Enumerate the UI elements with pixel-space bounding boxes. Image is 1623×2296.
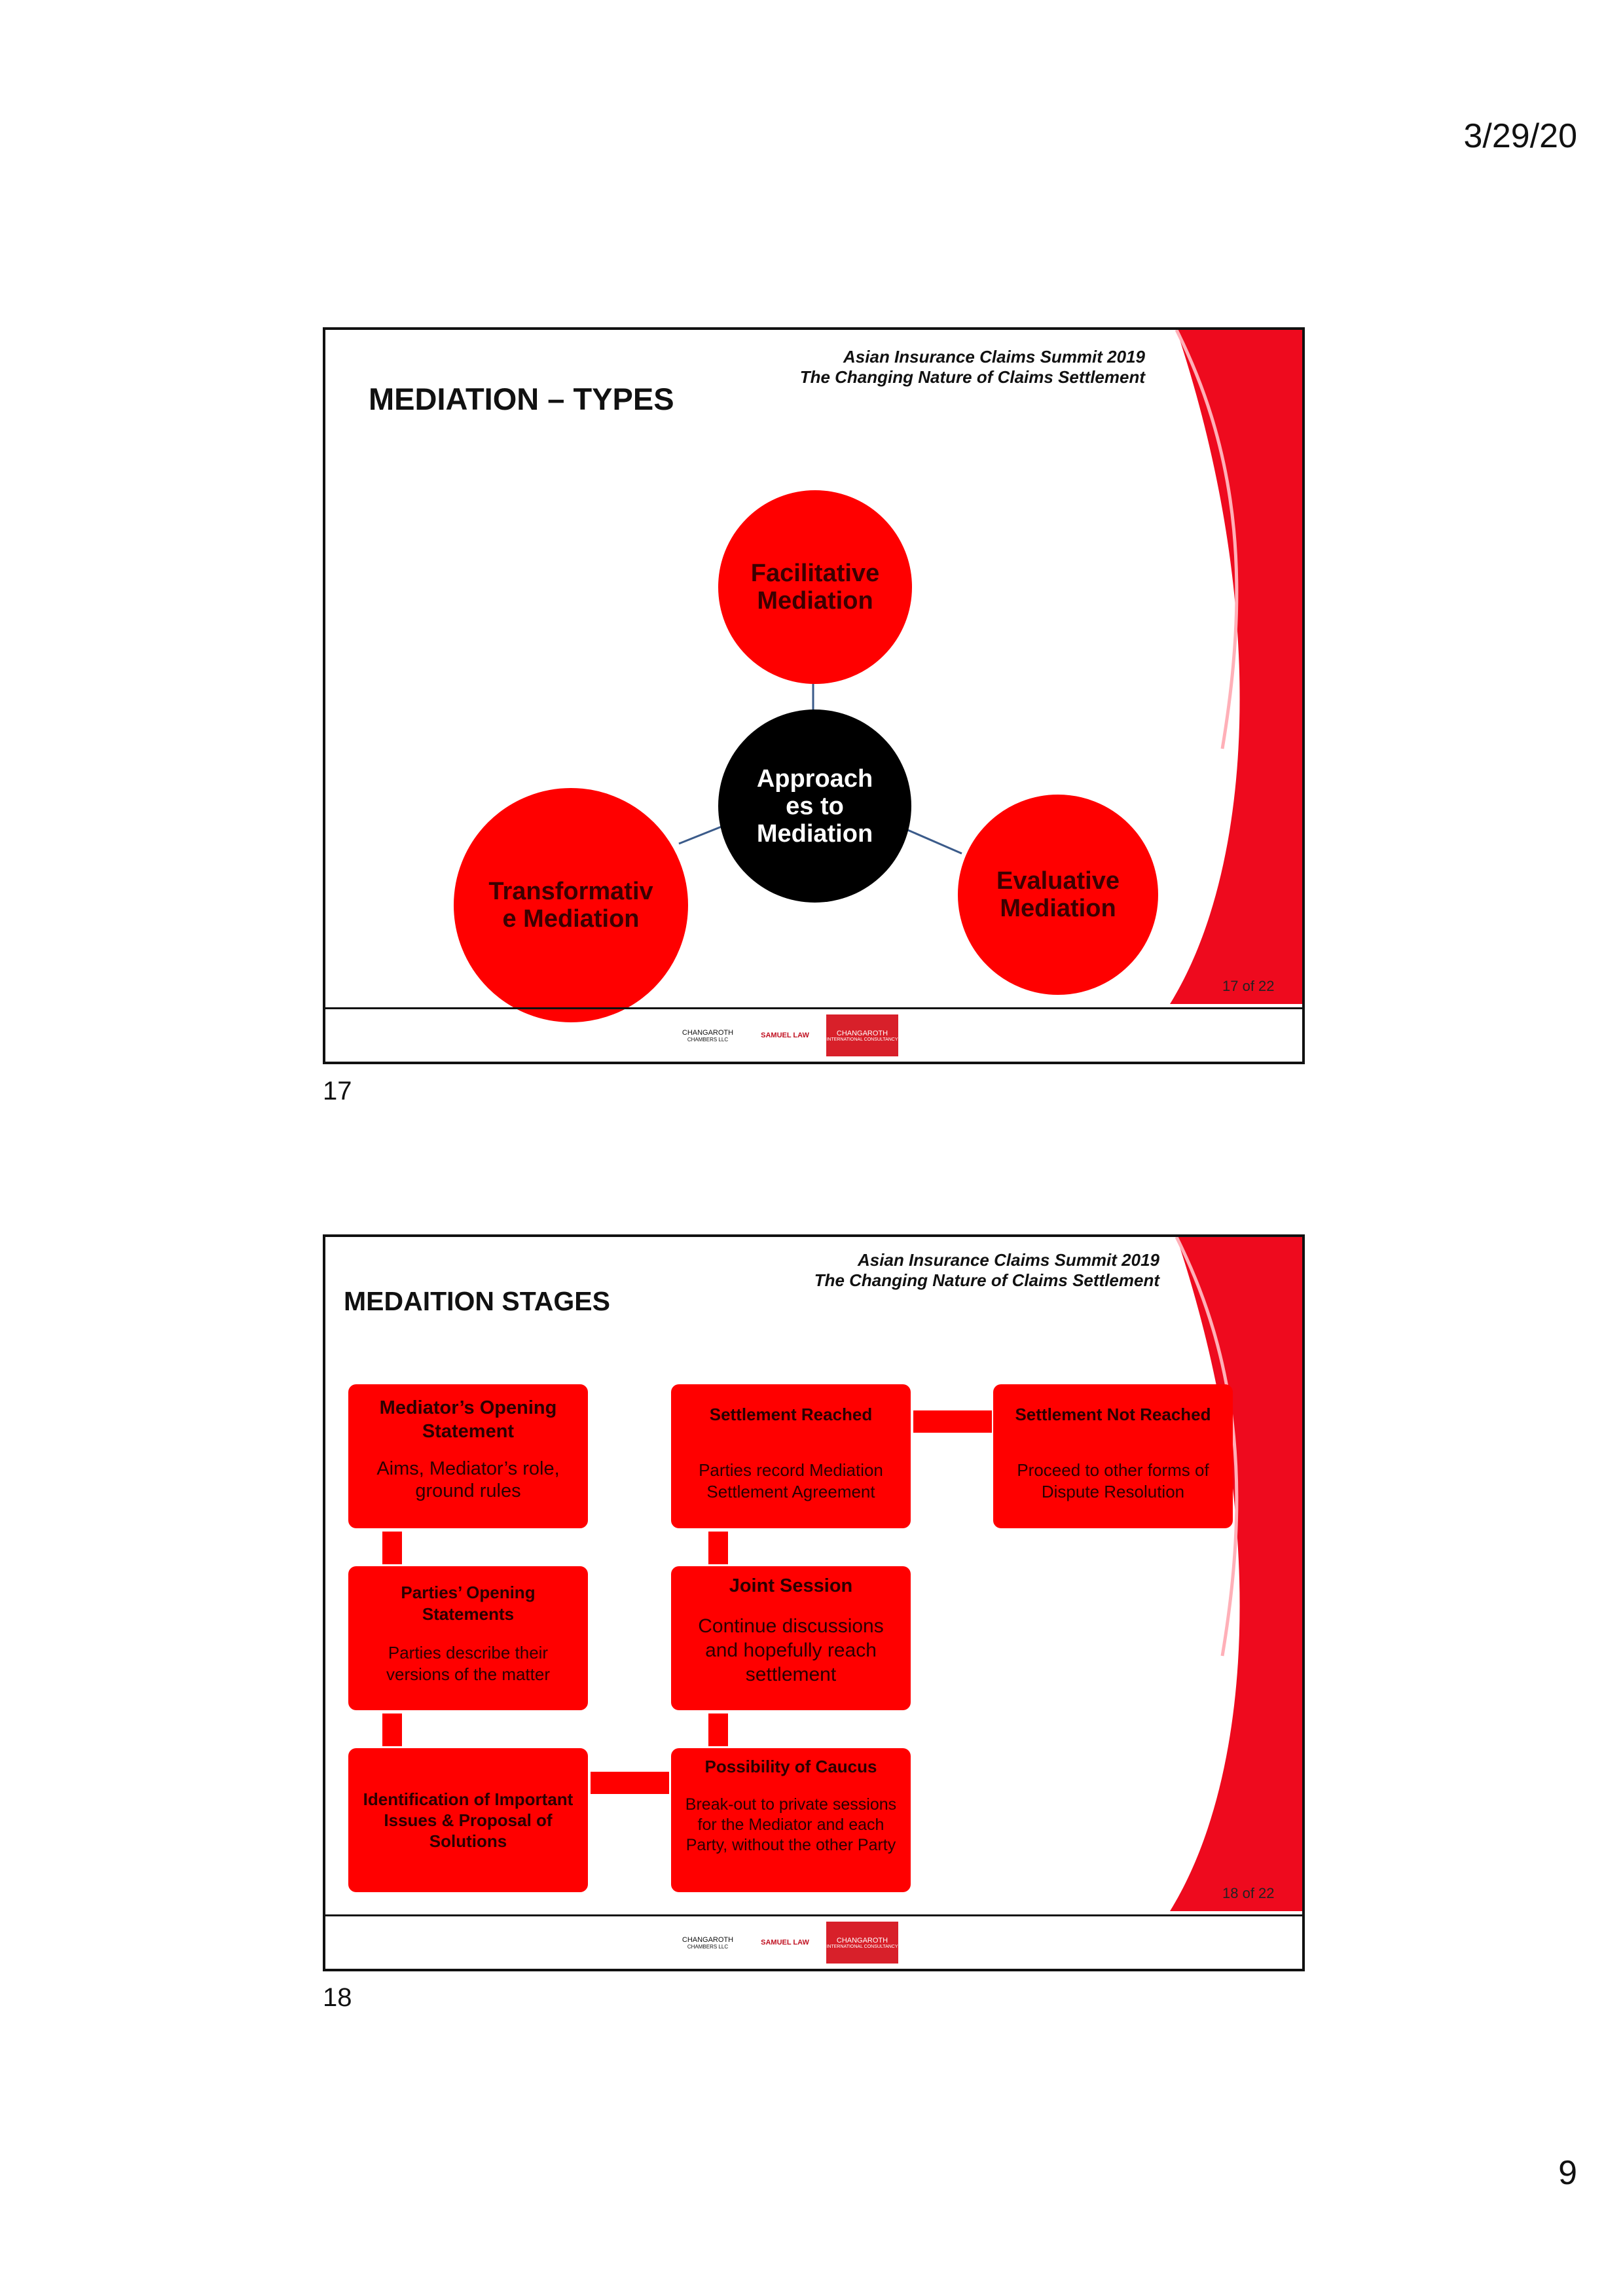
page-number: 9	[1558, 2154, 1577, 2192]
stage-parties-opening-statements	[348, 1566, 588, 1710]
stage-title: Identification of Important Issues & Proposal of Solutions	[363, 1789, 574, 1851]
summit-subtitle: The Changing Nature of Claims Settlement	[799, 367, 1145, 387]
stage-description: Proceed to other forms of Dispute Resolution	[1017, 1460, 1209, 1501]
changaroth-chambers-logo	[672, 1014, 744, 1056]
stage-title: Mediator’s Opening Statement	[379, 1397, 557, 1442]
samuel-law-logo	[749, 1014, 821, 1056]
transformative-mediation-circle	[454, 788, 688, 1022]
connector	[382, 1532, 402, 1564]
summit-header	[814, 1250, 1159, 1291]
slide-title: MEDIATION – TYPES	[369, 382, 674, 416]
slide-number-18: 18	[323, 1983, 352, 2012]
stage-title: Possibility of Caucus	[704, 1757, 877, 1776]
approaches-center-circle	[718, 709, 911, 903]
stage-settlement-reached	[671, 1384, 911, 1528]
summit-name: Asian Insurance Claims Summit 2019	[843, 347, 1145, 367]
changaroth-consultancy-logo	[826, 1014, 898, 1056]
logo-subtext: INTERNATIONAL CONSULTANCY	[826, 1944, 898, 1949]
stage-description: Break-out to private sessions for the Mediator and each Party, without the other Party	[685, 1795, 897, 1854]
stage-possibility-of-caucus	[671, 1748, 911, 1892]
footer-logos	[669, 1922, 901, 1964]
page-date: 3/29/20	[1463, 117, 1577, 155]
stage-title: Settlement Reached	[709, 1405, 873, 1424]
logo-text: CHANGAROTH	[682, 1935, 734, 1944]
stage-description: Parties record Mediation Settlement Agreement	[699, 1460, 883, 1501]
approaches-label: Approach es to Mediation	[756, 764, 873, 848]
connector	[591, 1772, 669, 1794]
stage-title: Joint Session	[729, 1575, 853, 1596]
stage-title: Parties’ Opening Statements	[401, 1583, 536, 1624]
summit-header	[800, 347, 1145, 387]
footer-divider	[325, 1007, 1302, 1009]
changaroth-consultancy-logo	[826, 1922, 898, 1964]
evaluative-mediation-label: Evaluative Mediation	[996, 867, 1120, 922]
slide-counter: 17 of 22	[1222, 978, 1275, 994]
logo-text: CHANGAROTH	[682, 1028, 734, 1037]
logo-subtext: INTERNATIONAL CONSULTANCY	[826, 1037, 898, 1042]
stage-identification-of-issues	[348, 1748, 588, 1892]
stage-joint-session	[671, 1566, 911, 1710]
facilitative-mediation-label: Facilitative Mediation	[750, 560, 880, 615]
logo-text: SAMUEL LAW	[761, 1939, 809, 1946]
changaroth-chambers-logo	[672, 1922, 744, 1964]
logo-subtext: CHAMBERS LLC	[687, 1943, 729, 1950]
stage-description: Continue discussions and hopefully reach settlement	[698, 1615, 884, 1685]
connector	[708, 1713, 728, 1746]
slide-17	[323, 327, 1305, 1064]
footer-divider	[325, 1914, 1302, 1916]
slide-counter: 18 of 22	[1222, 1885, 1275, 1901]
stage-description: Aims, Mediator’s role, ground rules	[376, 1458, 560, 1501]
stage-mediators-opening-statement	[348, 1384, 588, 1528]
footer-logos	[669, 1014, 901, 1056]
connector	[913, 1410, 992, 1433]
slide-title: MEDAITION STAGES	[344, 1286, 610, 1316]
connector	[382, 1713, 402, 1746]
connector	[708, 1532, 728, 1564]
logo-text: SAMUEL LAW	[761, 1031, 809, 1039]
stage-title: Settlement Not Reached	[1015, 1405, 1211, 1424]
logo-text: CHANGAROTH	[836, 1936, 888, 1945]
slide-number-17: 17	[323, 1077, 352, 1105]
facilitative-mediation-circle	[718, 490, 912, 684]
summit-name: Asian Insurance Claims Summit 2019	[858, 1250, 1159, 1270]
stage-description: Parties describe their versions of the matter	[386, 1643, 550, 1684]
slide-18	[323, 1234, 1305, 1971]
logo-text: CHANGAROTH	[836, 1029, 888, 1037]
samuel-law-logo	[749, 1922, 821, 1964]
logo-subtext: CHAMBERS LLC	[687, 1036, 729, 1043]
summit-subtitle: The Changing Nature of Claims Settlement	[814, 1270, 1159, 1290]
connector-right	[902, 827, 962, 853]
transformative-mediation-label: Transformativ e Mediation	[488, 878, 653, 933]
evaluative-mediation-circle	[958, 795, 1158, 995]
stage-settlement-not-reached	[993, 1384, 1233, 1528]
